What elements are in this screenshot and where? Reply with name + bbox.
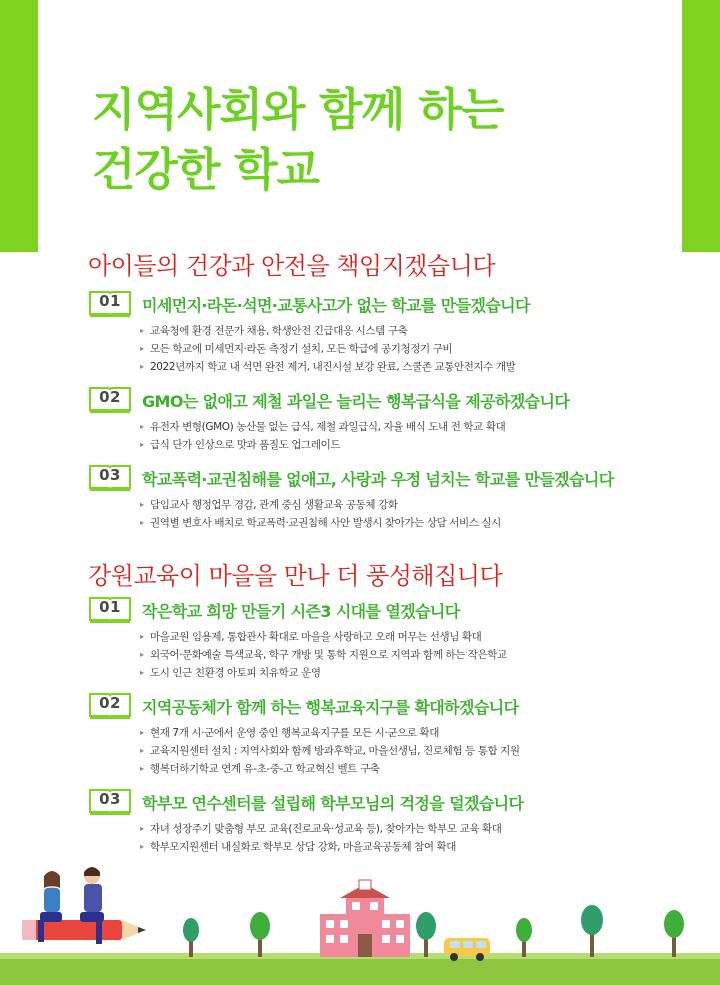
arrow-icon: ▸ <box>140 326 144 335</box>
arrow-icon: ▸ <box>140 632 144 641</box>
arrow-icon: ▸ <box>140 746 144 755</box>
arrow-icon: ▸ <box>140 668 144 677</box>
pledge-item <box>88 386 688 454</box>
pencil-with-students-icon <box>22 867 146 944</box>
bullet-list <box>140 322 688 376</box>
pledge-item <box>88 290 688 376</box>
village-illustration <box>0 840 720 985</box>
bullet-list <box>140 628 688 682</box>
arrow-icon: ▸ <box>140 728 144 737</box>
item-title: 미세먼지·라돈·석면·교통사고가 없는 학교를 만들겠습니다 <box>142 295 530 315</box>
right-green-bar <box>682 0 720 252</box>
section-heading-health-safety: 아이들의 건강과 안전을 책임지겠습니다 <box>88 252 496 280</box>
bullet-text: 담임교사 행정업무 경감, 관계 중심 생활교육 공동체 강화 <box>150 499 398 511</box>
arrow-icon: ▸ <box>140 422 144 431</box>
bullet-item <box>140 358 688 376</box>
bullet-item <box>140 340 688 358</box>
pledge-item <box>88 464 688 532</box>
book-icon <box>88 290 132 318</box>
bullet-list <box>140 724 688 778</box>
arrow-icon: ▸ <box>140 440 144 449</box>
bullet-item <box>140 496 688 514</box>
pledge-item-header <box>88 464 688 492</box>
tree-icon <box>250 912 270 957</box>
tree-icon <box>416 912 436 957</box>
page-title <box>92 80 504 200</box>
bullet-item <box>140 514 688 532</box>
section-heading-village-education: 강원교육이 마을을 만나 더 풍성해집니다 <box>88 562 503 590</box>
bullet-text: 마을교원 임용제, 통합관사 확대로 마을을 사랑하고 오래 머무는 선생님 확대 <box>150 631 482 643</box>
pledge-item <box>88 596 688 682</box>
book-icon <box>88 386 132 414</box>
bullet-item <box>140 628 688 646</box>
bullet-text: 자녀 성장주기 맞춤형 부모 교육(진로교육·성교육 등), 찾아가는 학부모 교육 확대 <box>150 823 502 835</box>
bullet-text: 모든 학교에 미세먼지·라돈 측정기 설치, 모든 학급에 공기청정기 구비 <box>150 343 453 355</box>
page-title-line-2: 건강한 학교 <box>92 143 320 196</box>
bullet-text: 행복더하기학교 연계 유-초-중-고 학교혁신 벨트 구축 <box>150 763 380 775</box>
item-title: 학교폭력·교권침해를 없애고, 사랑과 우정 넘치는 학교를 만들겠습니다 <box>142 469 614 489</box>
pledge-item-header <box>88 290 688 318</box>
item-number: 02 <box>99 388 121 406</box>
bullet-list <box>140 496 688 532</box>
bullet-item <box>140 724 688 742</box>
bullet-text: 유전자 변형(GMO) 농산물 없는 급식, 제철 과일급식, 자율 배식 도내 전 학교 확대 <box>150 421 506 433</box>
bullet-item <box>140 760 688 778</box>
item-title: 학부모 연수센터를 설립해 학부모님의 걱정을 덜겠습니다 <box>142 793 524 813</box>
book-icon <box>88 464 132 492</box>
book-icon <box>88 692 132 720</box>
left-green-bar <box>0 0 38 252</box>
bullet-item <box>140 418 688 436</box>
bullet-text: 학부모지원센터 내실화로 학부모 상담 강화, 마을교육공동체 참여 확대 <box>150 841 457 853</box>
pledge-item <box>88 692 688 778</box>
arrow-icon: ▸ <box>140 650 144 659</box>
book-icon <box>88 596 132 624</box>
item-number: 02 <box>99 694 121 712</box>
book-icon <box>88 788 132 816</box>
arrow-icon: ▸ <box>140 842 144 851</box>
arrow-icon: ▸ <box>140 362 144 371</box>
tree-icon <box>516 918 532 957</box>
bullet-text: 도시 인근 친환경 아토피 치유학교 운영 <box>150 667 321 679</box>
school-building-icon <box>320 880 410 957</box>
arrow-icon: ▸ <box>140 500 144 509</box>
bullet-item <box>140 436 688 454</box>
page-title-line-1: 지역사회와 함께 하는 <box>92 83 504 136</box>
item-title: 작은학교 희망 만들기 시즌3 시대를 열겠습니다 <box>142 601 460 621</box>
bullet-text: 교육청에 환경 전문가 채용, 학생안전 긴급대응 시스템 구축 <box>150 325 408 337</box>
item-number: 01 <box>99 292 121 310</box>
bullet-text: 외국어·문화예술 특색교육, 학구 개방 및 통학 지원으로 지역과 함께 하는 작은학교 <box>150 649 507 661</box>
item-title: GMO는 없애고 제철 과일은 늘리는 행복급식을 제공하겠습니다 <box>142 391 570 411</box>
arrow-icon: ▸ <box>140 824 144 833</box>
bullet-text: 현재 7개 시·군에서 운영 중인 행복교육지구를 모든 시·군으로 확대 <box>150 727 439 739</box>
arrow-icon: ▸ <box>140 764 144 773</box>
item-number: 01 <box>99 598 121 616</box>
pledge-item-header <box>88 596 688 624</box>
bullet-item <box>140 742 688 760</box>
tree-icon <box>581 905 603 957</box>
bullet-list <box>140 418 688 454</box>
pledge-item-header <box>88 788 688 816</box>
bullet-item <box>140 646 688 664</box>
bullet-item <box>140 820 688 838</box>
tree-icon <box>664 910 684 957</box>
pledge-item-header <box>88 386 688 414</box>
bullet-item <box>140 322 688 340</box>
bullet-text: 2022년까지 학교 내 석면 완전 제거, 내진시설 보강 완료, 스쿨존 교통안전지수 개발 <box>150 361 516 373</box>
item-title: 지역공동체가 함께 하는 행복교육지구를 확대하겠습니다 <box>142 697 519 717</box>
bullet-text: 급식 단가 인상으로 맛과 품질도 업그레이드 <box>150 439 341 451</box>
arrow-icon: ▸ <box>140 518 144 527</box>
ground-strip <box>0 957 720 985</box>
bullet-text: 교육지원센터 설치 : 지역사회와 함께 방과후학교, 마을선생님, 진로체험 등 통합 지원 <box>150 745 520 757</box>
item-number: 03 <box>99 466 121 484</box>
bullet-item <box>140 664 688 682</box>
tree-icon <box>183 918 199 957</box>
pledge-item-header <box>88 692 688 720</box>
arrow-icon: ▸ <box>140 344 144 353</box>
bullet-text: 권역별 변호사 배치로 학교폭력·교권침해 사안 발생시 찾아가는 상담 서비스 실시 <box>150 517 501 529</box>
item-number: 03 <box>99 790 121 808</box>
